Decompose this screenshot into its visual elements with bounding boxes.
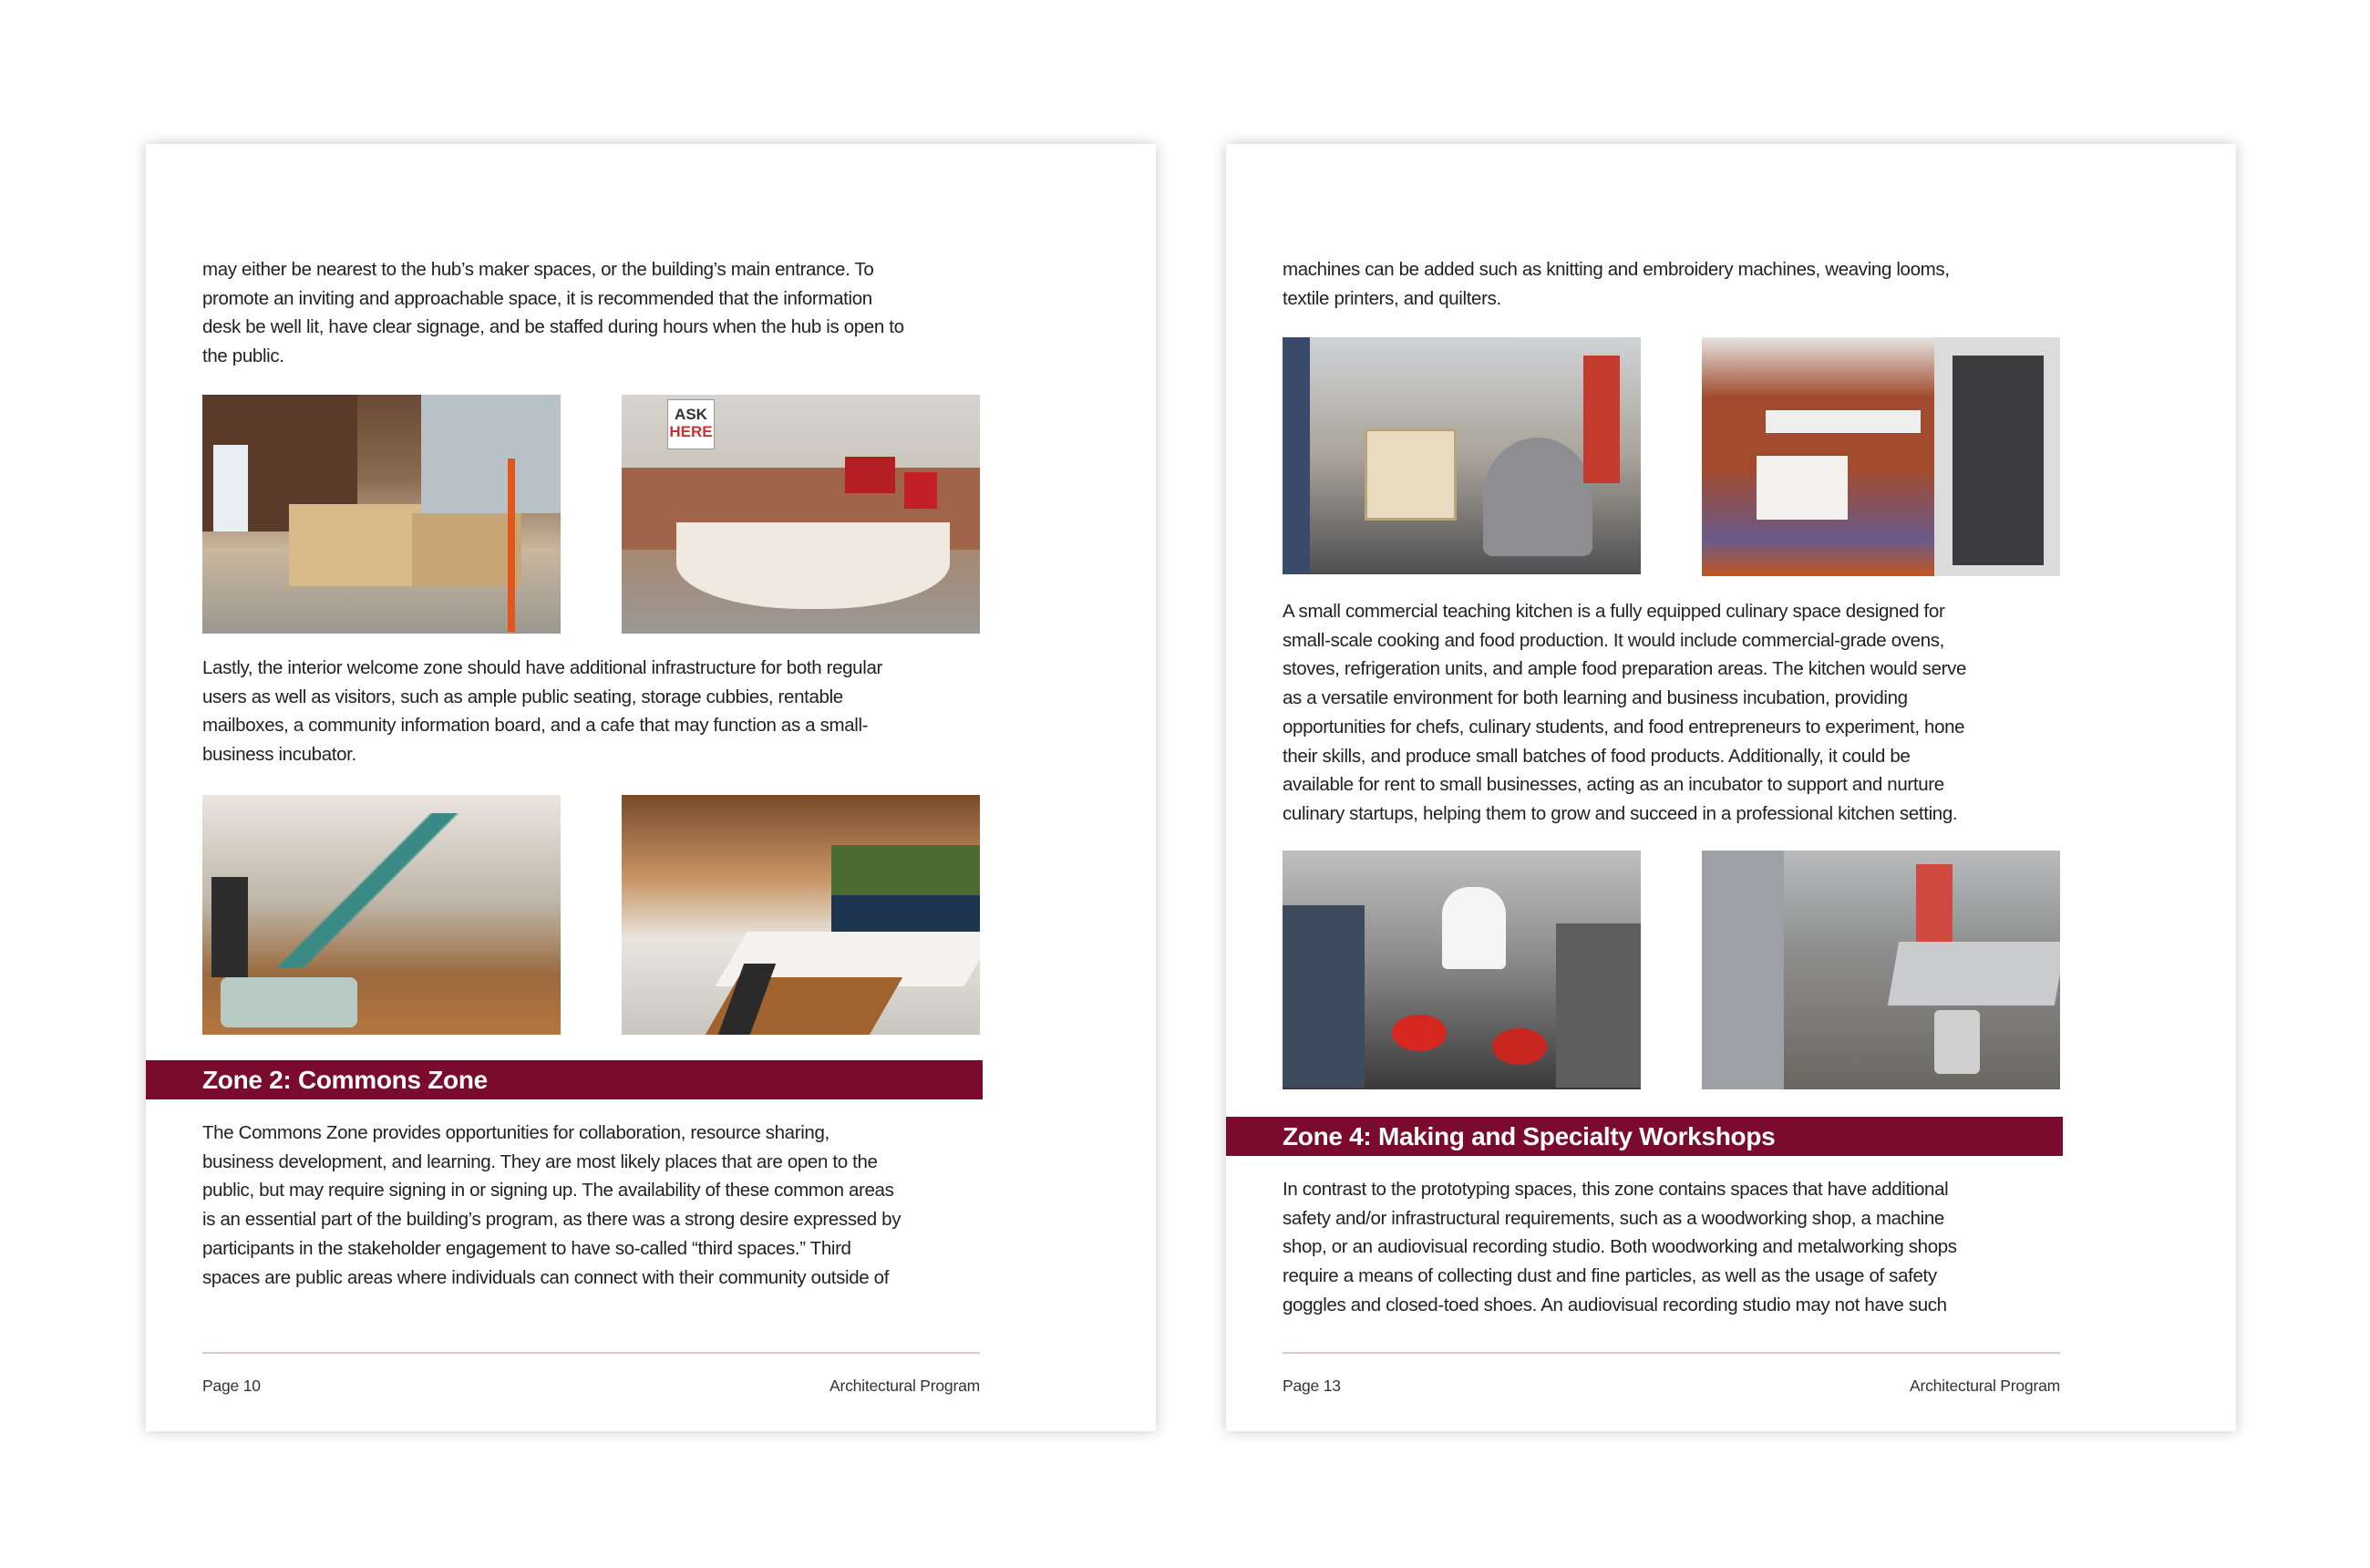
text-line: In contrast to the prototyping spaces, this zone contains spaces that have additional <box>1283 1179 1949 1200</box>
document-page-13 <box>1226 144 2236 1431</box>
text-line: public, but may require signing in or signing up. The availability of these common areas <box>202 1180 894 1202</box>
text-line: business incubator. <box>202 744 356 766</box>
sign-ask-text: ASK <box>675 406 707 423</box>
paragraph-textile-machines <box>1283 255 2030 313</box>
paragraph-teaching-kitchen <box>1283 597 2030 829</box>
text-line: promote an inviting and approachable space, it is recommended that the information <box>202 287 872 309</box>
text-line: textile printers, and quilters. <box>1283 287 1501 309</box>
text-line: participants in the stakeholder engagement to have so-called “third spaces.” Third <box>202 1237 851 1259</box>
text-line: users as well as visitors, such as ample public seating, storage cubbies, rentable <box>202 686 843 707</box>
text-line: mailboxes, a community information board, and a cafe that may function as a small- <box>202 715 869 737</box>
footer-title: Architectural Program <box>829 1377 980 1395</box>
text-line: Lastly, the interior welcome zone should have additional infrastructure for both regular <box>202 657 882 678</box>
section-heading-zone-2: Zone 2: Commons Zone <box>146 1060 983 1099</box>
text-line: may either be nearest to the hub’s maker spaces, or the building’s main entrance. To <box>202 259 874 280</box>
text-line: shop, or an audiovisual recording studio. Both woodworking and metalworking shops <box>1283 1236 1957 1258</box>
text-line: require a means of collecting dust and fine particles, as well as the usage of safety <box>1283 1265 1937 1287</box>
photo-cafe-counter <box>622 795 980 1035</box>
paragraph-specialty-workshops <box>1283 1175 2030 1320</box>
paragraph-commons-zone <box>202 1119 950 1292</box>
footer-divider <box>202 1352 980 1354</box>
text-line: culinary startups, helping them to grow and succeed in a professional kitchen setting. <box>1283 802 1958 824</box>
footer-divider <box>1283 1352 2060 1354</box>
text-line: safety and/or infrastructural requirements, such as a woodworking shop, a machine <box>1283 1207 1944 1229</box>
text-line: goggles and closed-toed shoes. An audiovisual recording studio may not have such <box>1283 1294 1947 1315</box>
text-line: machines can be added such as knitting and embroidery machines, weaving looms, <box>1283 259 1950 280</box>
footer-title: Architectural Program <box>1909 1377 2060 1395</box>
text-line: small-scale cooking and food production. It would include commercial-grade ovens, <box>1283 629 1944 651</box>
text-line: desk be well lit, have clear signage, and be staffed during hours when the hub is open to <box>202 316 904 338</box>
text-line: the public. <box>202 346 284 367</box>
text-line: is an essential part of the building’s program, as there was a strong desire expressed by <box>202 1209 902 1231</box>
page-number: Page 10 <box>202 1377 261 1395</box>
text-line: stoves, refrigeration units, and ample food preparation areas. The kitchen would serve <box>1283 658 1967 680</box>
page-number: Page 13 <box>1283 1377 1341 1395</box>
paragraph-info-desk <box>202 255 950 371</box>
photo-commons-staircase <box>202 795 561 1035</box>
photo-sewing-room <box>1702 337 2060 576</box>
text-line: spaces are public areas where individuals can connect with their community outside of <box>202 1266 890 1288</box>
photo-cooking-class <box>1283 851 1641 1089</box>
text-line: available for rent to small businesses, acting as an incubator to support and nurture <box>1283 774 1944 796</box>
document-page-10 <box>146 144 1156 1431</box>
sign-here-text: HERE <box>669 423 713 440</box>
photo-ask-here-desk <box>622 395 980 634</box>
photo-3d-printing-workshop <box>1283 337 1641 574</box>
text-line: A small commercial teaching kitchen is a fully equipped culinary space designed for <box>1283 601 1945 622</box>
text-line: The Commons Zone provides opportunities for collaboration, resource sharing, <box>202 1122 830 1143</box>
text-line: their skills, and produce small batches of food products. Additionally, it could be <box>1283 745 1911 767</box>
section-heading-zone-4: Zone 4: Making and Specialty Workshops <box>1226 1117 2063 1156</box>
photo-welcome-desk <box>202 395 561 634</box>
paragraph-welcome-infrastructure <box>202 654 950 769</box>
text-line: as a versatile environment for both learning and business incubation, providing <box>1283 687 1908 709</box>
photo-commercial-kitchen <box>1702 851 2060 1089</box>
text-line: opportunities for chefs, culinary students, and food entrepreneurs to experiment, hone <box>1283 716 1965 738</box>
text-line: business development, and learning. They are most likely places that are open to the <box>202 1150 878 1172</box>
